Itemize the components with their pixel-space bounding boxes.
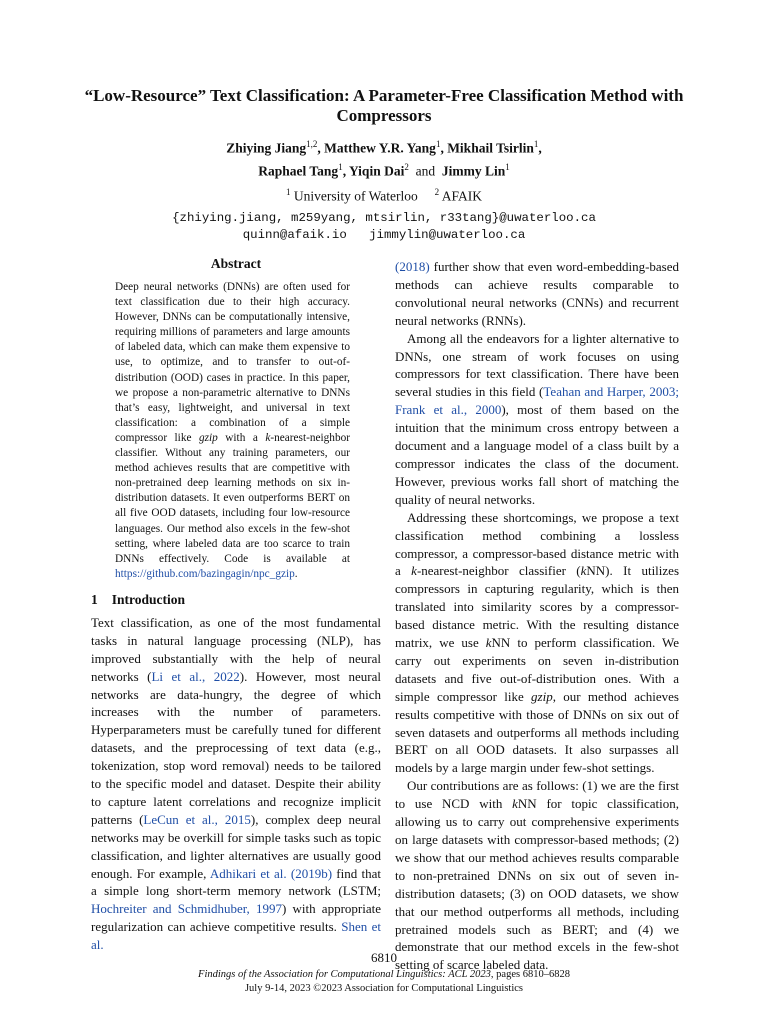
author-affil-mark: 1 — [435, 139, 441, 149]
abstract-k: k — [265, 431, 271, 444]
affil-mark: 1 — [285, 187, 291, 197]
author-name: Mikhail Tsirlin — [447, 140, 534, 156]
math-k: k — [580, 563, 587, 579]
citation-separator: ; — [675, 384, 679, 400]
math-k: k — [512, 796, 518, 812]
code-url-link[interactable]: https://github.com/bazingagin/npc_gzip — [115, 567, 295, 580]
body-text: Our contributions are as follows: (1) we are the first to use NCD with — [395, 778, 679, 812]
intro-paragraph — [395, 777, 679, 974]
intro-left-text — [91, 614, 381, 954]
section-heading-introduction — [91, 592, 381, 608]
email-address: jimmylin@uwaterloo.ca — [369, 227, 526, 242]
gzip-term: gzip — [531, 688, 553, 704]
affiliation-waterloo: University of Waterloo — [293, 188, 418, 204]
email-line — [60, 227, 708, 244]
citation-link[interactable]: Shen et al. — [91, 919, 381, 953]
author-conjunction: and — [415, 163, 436, 178]
author-list: Zhiying Jiang$^{1,2}$, Matthew Y.R. Yang$^1$, Mikhail Tsirlin$^1$, Raphael Tang$^1$, Yiqin Dai$^2$ and Jimmy Lin$^1$ — [226, 139, 542, 178]
author-affil-mark: 1 — [338, 161, 343, 172]
footer-venue: Findings of the Association for Computational Linguistics: ACL 2023 — [198, 969, 491, 980]
body-text: NN). It utilizes compressors in capturing regularity, which is then translated into similarity scores by a compressor-based distance metric. With the resulting distance matrix, we use — [395, 563, 679, 651]
body-text: further show that even word-embedding-based methods can achieve results comparable to convolutional neural networks (CNNs) and recurrent neural networks (RNNs). — [395, 259, 679, 328]
author-affil-mark: 1,2 — [306, 139, 318, 149]
left-column — [91, 256, 381, 954]
body-text: NN to perform classification. We carry out experiments on seven in-distribution datasets and five out-of-distribution ones. With a simple compressor like — [395, 635, 680, 704]
intro-paragraph — [395, 509, 679, 778]
right-column — [395, 258, 679, 974]
abstract-gzip: gzip — [198, 431, 218, 444]
citation-link[interactable]: Frank et al., 2000 — [395, 402, 502, 418]
body-text: Among all the endeavors for a lighter alternative to DNNs, one stream of work focuses on using compressors for text classification. There have been several studies in this field ( — [395, 330, 679, 400]
intro-paragraph — [395, 330, 679, 509]
email-address: quinn@afaik.io — [242, 227, 347, 242]
body-text: , our method achieves results competitive with those of DNNs on six out of seven datasets and outperforms all methods including BERT on all OOD datasets. It also surpasses all models by a large margin under few-shot settings. — [395, 688, 679, 776]
math-k: k — [485, 635, 492, 651]
author-name: Zhiying Jiang — [226, 140, 307, 156]
math-k: k — [411, 563, 417, 579]
footer-copyright: July 9-14, 2023 ©2023 Association for Computational Linguistics — [244, 983, 524, 994]
citation-link[interactable]: Teahan and Harper, 2003 — [543, 384, 676, 400]
abstract-paragraph — [115, 280, 350, 582]
author-emails — [60, 210, 708, 244]
citation-link[interactable]: LeCun et al., 2015 — [143, 811, 251, 827]
author-name: Raphael Tang — [258, 163, 339, 178]
body-text: Addressing these shortcomings, we propose a text classification method combining a lossless compressor, a compressor-based distance metric with a — [395, 509, 679, 579]
page-footer — [0, 968, 768, 996]
abstract-body — [115, 280, 350, 582]
body-text: ), most of them based on the intuition that the minimum cross entropy between a document and a language model of a class built by a compressor indicates the class of the document. However, previous works fall short of matching the quality of neural networks. — [395, 402, 679, 507]
paper-header — [60, 86, 708, 244]
author-affil-mark: 1 — [505, 161, 510, 172]
intro-paragraph — [91, 614, 381, 954]
section-title: Introduction — [111, 591, 186, 607]
body-text: NN for topic classification, allowing us to carry out comprehensive experiments on large datasets with compressor-based methods; (2) we show that our method achieves results comparable to non-pretrained DNNs on six out of seven in-distribution datasets; (3) on OOD datasets, we show that our method outperforms all methods, including pretrained models such as BERT; and (4) we demonstrate that our method excels in the few-shot setting of scarce labeled data. — [395, 796, 680, 973]
body-text: ). However, most neural networks are data-hungry, the degree of which increases with the number of parameters. Hyperparameters must be carefully tuned for different datasets, and the preprocessing of text data (e.g., tokenization, stop word removal) needs to be tailored to the specific model and dataset. Despite their ability to capture latent correlations and recognize implicit patterns ( — [91, 668, 381, 827]
author-name: Jimmy Lin — [441, 163, 506, 178]
citation-link[interactable]: (2018) — [395, 259, 430, 274]
abstract-heading: Abstract — [210, 256, 262, 271]
body-text: ), complex deep neural networks may be overkill for simple tasks such as topic classification, and lighter alternatives are usually good enough. For example, — [91, 811, 382, 881]
section-number: 1 — [91, 591, 98, 607]
abstract-text: with a — [217, 431, 266, 444]
body-text: find that a simple long short-term memory network (LSTM; — [91, 865, 381, 899]
citation-link[interactable]: Hochreiter and Schmidhuber, 1997 — [91, 901, 282, 917]
affiliation-afaik: AFAIK — [441, 188, 483, 204]
body-text: ) with appropriate regularization can achieve competitive results. — [91, 901, 381, 935]
author-name: Matthew Y.R. Yang — [324, 140, 436, 156]
email-line: {zhiying.jiang, m259yang, mtsirlin, r33tang}@uwaterloo.ca — [172, 210, 596, 225]
body-text: -nearest-neighbor classifier ( — [416, 563, 581, 579]
affiliation-list — [60, 183, 708, 206]
page-number: 6810 — [371, 950, 397, 965]
author-name: Yiqin Dai — [348, 163, 405, 178]
abstract-text: -nearest-neighbor classifier. Without any training parameters, our method achieves results that are competitive with non-pretrained deep learning methods on six in-distribution datasets. It even outperforms BERT on all five OOD datasets, including four low-resource languages. Our method also excels in the few-shot setting, where labeled data are too scarce to train DNNs effectively. Code is available at — [115, 431, 350, 565]
body-text: Text classification, as one of the most fundamental tasks in natural language processing (NLP), has improved substantially with the help of neural networks ( — [91, 614, 381, 684]
paper-title: “Low-Resource” Text Classification: A Parameter-Free Classification Method with Compressors — [84, 86, 684, 125]
affil-mark: 2 — [434, 187, 440, 197]
citation-link[interactable]: Adhikari et al. (2019b) — [209, 865, 333, 881]
footer-pages: , pages 6810–6828 — [490, 969, 570, 980]
footer-venue-line — [0, 968, 768, 982]
author-affil-mark: 1 — [533, 139, 539, 149]
abstract-text: Deep neural networks (DNNs) are often used for text classification due to their high accuracy. However, DNNs can be computationally intensive, requiring millions of parameters and large amounts of labeled data, which can make them expensive to use, to optimize, and to transfer to out-of-distribution (OOD) cases in practice. In this paper, we propose a non-parametric alternative to DNNs that’s easy, lightweight, and universal in text classification: a combination of a simple compressor like — [115, 281, 350, 444]
intro-paragraph — [395, 258, 679, 330]
author-affil-mark: 2 — [404, 161, 409, 172]
citation-link[interactable]: Li et al., 2022 — [151, 668, 240, 684]
abstract-text: . — [294, 567, 298, 580]
